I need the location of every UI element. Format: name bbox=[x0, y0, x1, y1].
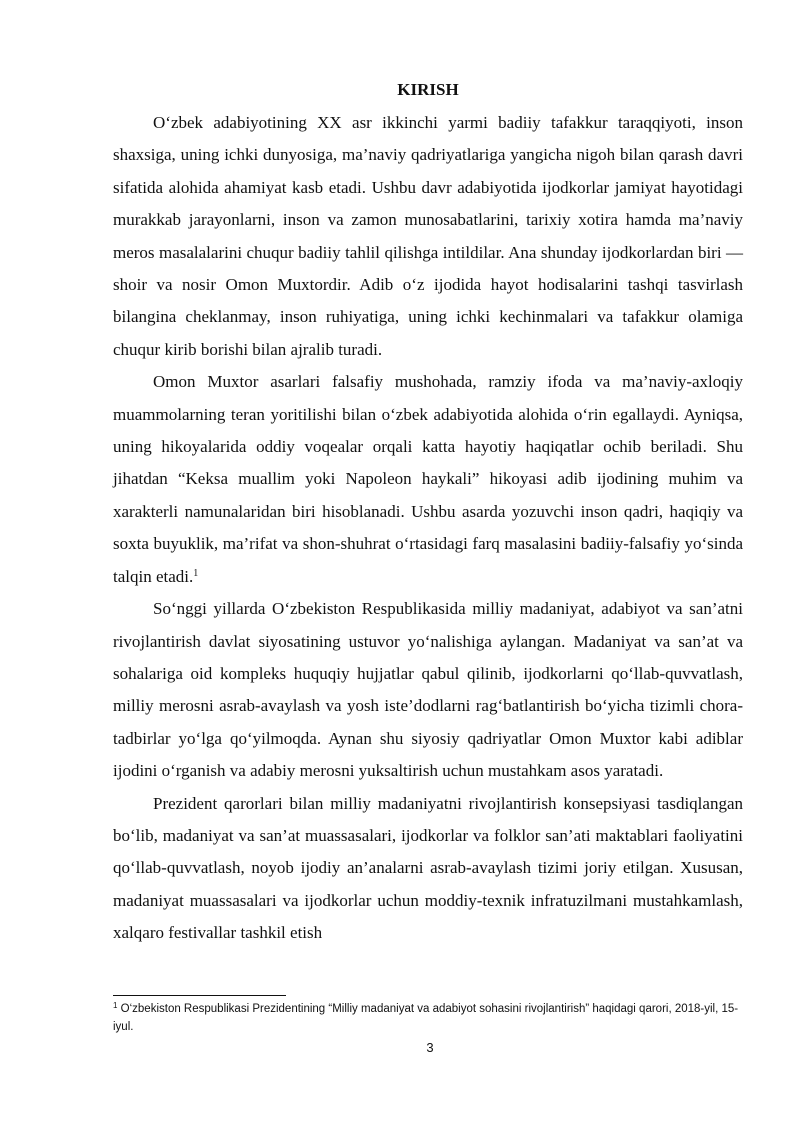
footnote-separator bbox=[113, 995, 286, 996]
footnote-reference[interactable]: 1 bbox=[193, 567, 199, 579]
paragraph-3: So‘nggi yillarda O‘zbekiston Respublikasida milliy madaniyat, adabiyot va san’atni rivojlantirish davlat siyosatining ustuvor yo‘nalishiga aylangan. Madaniyat va san’at va sohalariga oid kompleks huquqiy hujjatlar qabul qilinib, ijodkorlarni qo‘llab-quvvatlash, milliy merosni asrab-avaylash va yosh iste’dodlarni rag‘batlantirish bo‘yicha tizimli chora-tadbirlar yo‘lga qo‘yilmoqda. Aynan shu siyosiy qadriyatlar Omon Muxtor kabi adiblar ijodini o‘rganish va adabiy merosni yuksaltirish uchun mustahkam asos yaratadi. bbox=[113, 599, 743, 781]
paragraph-2 bbox=[113, 366, 743, 593]
paragraph-4: Prezident qarorlari bilan milliy madaniyatni rivojlantirish konsepsiyasi tasdiqlangan bo‘lib, madaniyat va san’at muassasalari, ijodkorlar va folklor san’ati maktablari faoliyatini qo‘llab-quvvatlash, noyob ijodiy an’analarni asrab-avaylash tizimi joriy etilgan. Xususan, madaniyat muassasalari va ijodkorlar uchun moddiy-texnik infratuzilmani mustahkamlash, xalqaro festivallar tashkil etish bbox=[113, 793, 743, 943]
paragraph-1: O‘zbek adabiyotining XX asr ikkinchi yarmi badiiy tafakkur taraqqiyoti, inson shaxsiga, uning ichki dunyosiga, ma’naviy qadriyatlariga yangicha nigoh bilan qarash davri sifatida alohida ahamiyat kasb etadi. Ushbu davr adabiyotida ijodkorlar jamiyat hayotidagi murakkab jarayonlarni, inson va zamon munosabatlarini, tarixiy xotira hamda ma’naviy meros masalalarini chuqur badiiy tahlil qilishga intildilar. Ana shunday ijodkorlardan biri — shoir va nosir Omon Muxtordir. Adib o‘z ijodida hayot hodisalarini tashqi tasvirlash bilangina cheklanmay, inson ruhiyatiga, uning ichki kechinmalari va tafakkur olamiga chuqur kirib borishi bilan ajralib turadi. bbox=[113, 113, 743, 359]
paragraph-2-text: Omon Muxtor asarlari falsafiy mushohada, ramziy ifoda va ma’naviy-axloqiy muammolarning teran yoritilishi bilan o‘zbek adabiyotida alohida o‘rin egallaydi. Ayniqsa, uning hikoyalarida oddiy voqealar orqali katta hayotiy haqiqatlar ochib beriladi. Shu jihatdan “Keksa muallim yoki Napoleon haykali” hikoyasi adib ijodining muhim va xarakterli namunalaridan biri hisoblanadi. Ushbu asarda yozuvchi inson qadri, haqiqiy va soxta buyuklik, ma’rifat va shon-shuhrat o‘rtasidagi farq masalasini badiiy-falsafiy yo‘sinda talqin etadi. bbox=[113, 372, 743, 586]
body-text bbox=[113, 76, 743, 950]
section-title: KIRISH bbox=[397, 80, 459, 99]
footnote-text: O‘zbekiston Respublikasi Prezidentining “Milliy madaniyat va adabiyot sohasini rivojlantirish” haqidagi qarori, 2018-yil, 15-iyul. bbox=[113, 1003, 739, 1033]
footnote-marker: 1 bbox=[113, 1001, 118, 1010]
page-number: 3 bbox=[426, 1040, 434, 1055]
footnote bbox=[113, 1000, 743, 1036]
